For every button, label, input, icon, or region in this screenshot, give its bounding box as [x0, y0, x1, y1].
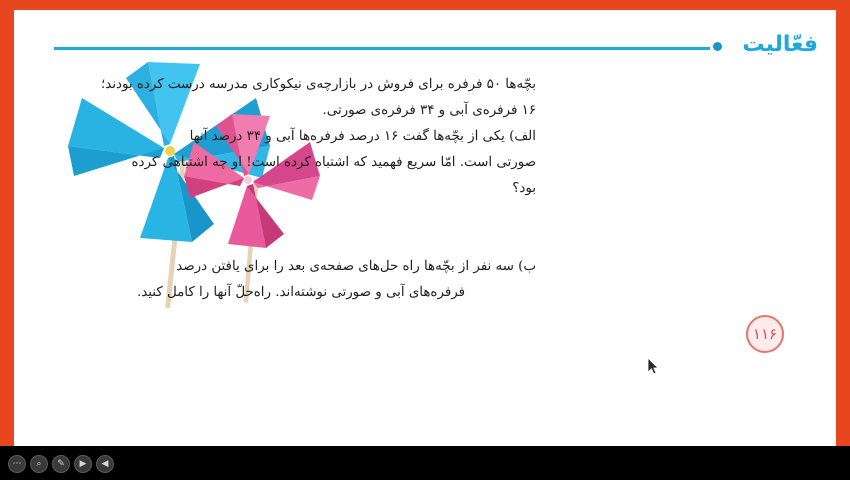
header-rule	[54, 47, 710, 50]
body-line: بود؟	[512, 181, 536, 196]
frame-right	[836, 0, 850, 480]
body-line: الف) یکی از بچّه‌ها گفت ۱۶ درصد فرفره‌ها آبی و ۳۴ درصد آنها	[189, 129, 536, 144]
more-options-button[interactable]: ⋯	[8, 455, 26, 473]
body-line: صورتی است. امّا سریع فهمید که اشتباه کرده است! او چه اشتباهی کرده	[131, 155, 536, 170]
zoom-tool-button[interactable]: ⌕	[30, 455, 48, 473]
body-line: فرفره‌های آبی و صورتی نوشته‌اند. راه‌حلّ آنها را کامل کنید.	[136, 285, 466, 300]
bottom-bar	[0, 446, 850, 480]
page-number-badge: ۱۱۶	[746, 315, 784, 353]
page-title: فعّالیت	[742, 32, 818, 57]
paragraph-gap	[66, 228, 536, 254]
frame-left	[0, 0, 14, 480]
previous-page-button[interactable]: ◀	[96, 455, 114, 473]
mouse-cursor	[648, 358, 660, 376]
paragraph-gap	[66, 202, 536, 228]
header-dot-icon	[713, 42, 722, 51]
body-line: بچّه‌ها ۵۰ فرفره برای فروش در بازارچه‌ی نیکوکاری مدرسه درست کرده بودند؛	[101, 77, 536, 92]
document-page	[14, 10, 836, 446]
body-line: ب) سه نفر از بچّه‌ها راه حل‌های صفحه‌ی بعد را برای یافتن درصد	[176, 259, 536, 274]
body-line: ۱۶ فرفره‌ی آبی و ۳۴ فرفره‌ی صورتی.	[322, 103, 536, 118]
viewer-toolbar	[8, 453, 114, 475]
next-page-button[interactable]: ▶	[74, 455, 92, 473]
lesson-body-text	[66, 72, 536, 306]
pen-tool-button[interactable]: ✎	[52, 455, 70, 473]
